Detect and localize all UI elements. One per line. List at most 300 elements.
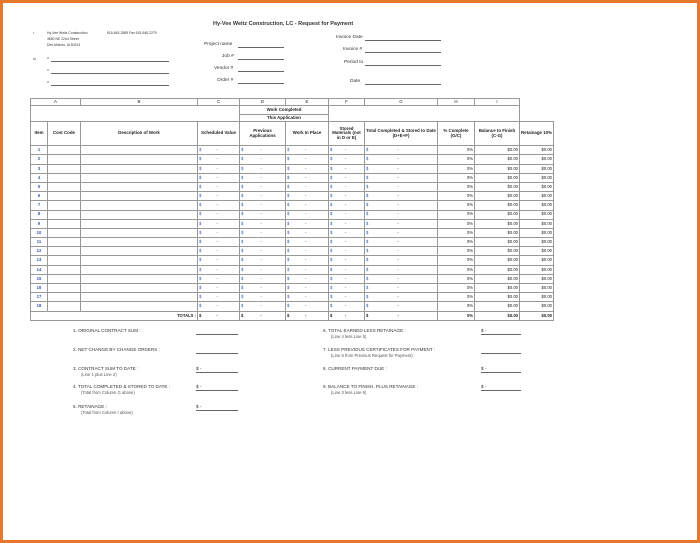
row-work-in-place[interactable]: $ - [286, 164, 329, 173]
row-work-in-place[interactable]: $ - [286, 192, 329, 201]
table-row [31, 201, 554, 210]
summary-line-9-value: $ - [481, 384, 521, 391]
row-scheduled-value[interactable]: $ - [198, 182, 240, 191]
row-cost-code[interactable] [48, 293, 81, 302]
row-previous-applications[interactable]: $ - [240, 256, 286, 265]
row-retainage: $0.00 [520, 182, 554, 191]
job-label: Job # [222, 54, 234, 59]
schedule-rows [31, 146, 554, 311]
row-percent-complete: 0% [438, 228, 475, 237]
header-cost-code: Cost Code [48, 122, 81, 146]
row-previous-applications[interactable]: $ - [240, 155, 286, 164]
order-line[interactable] [238, 83, 284, 84]
row-previous-applications[interactable]: $ - [240, 201, 286, 210]
table-row [31, 182, 554, 191]
row-total-completed[interactable]: $ - [365, 247, 438, 256]
row-work-in-place[interactable]: $ - [286, 201, 329, 210]
column-letter-e: E [286, 99, 329, 106]
summary-line-2-value[interactable] [196, 353, 238, 354]
row-previous-applications[interactable]: $ - [240, 219, 286, 228]
row-retainage: $0.00 [520, 155, 554, 164]
invoice-date-label: Invoice Date [336, 35, 363, 40]
row-balance-to-finish: $0.00 [475, 210, 520, 219]
row-scheduled-value[interactable]: $ - [198, 146, 240, 155]
row-stored-materials[interactable]: $ - [329, 155, 365, 164]
table-row [31, 164, 554, 173]
header-total-completed: Total Completed & Stored to Date (D+E+F) [365, 122, 438, 146]
row-stored-materials[interactable]: $ - [329, 210, 365, 219]
row-balance-to-finish: $0.00 [475, 182, 520, 191]
row-description[interactable] [81, 182, 198, 191]
table-row [31, 238, 554, 247]
row-stored-materials[interactable]: $ - [329, 182, 365, 191]
left-field-2-line[interactable] [51, 73, 169, 74]
row-total-completed[interactable]: $ - [365, 284, 438, 293]
period-to-line[interactable] [365, 65, 441, 66]
row-description[interactable] [81, 146, 198, 155]
row-stored-materials[interactable]: $ - [329, 219, 365, 228]
row-balance-to-finish: $0.00 [475, 247, 520, 256]
header-previous-applications: Previous Applications [240, 122, 286, 146]
table-row [31, 265, 554, 274]
row-stored-materials[interactable]: $ - [329, 293, 365, 302]
row-cost-code[interactable] [48, 173, 81, 182]
row-total-completed[interactable]: $ - [365, 228, 438, 237]
row-balance-to-finish: $0.00 [475, 192, 520, 201]
row-description[interactable] [81, 247, 198, 256]
row-total-completed[interactable]: $ - [365, 146, 438, 155]
row-retainage: $0.00 [520, 164, 554, 173]
column-header-row [31, 122, 554, 146]
row-description[interactable] [81, 293, 198, 302]
row-stored-materials[interactable]: $ - [329, 146, 365, 155]
row-balance-to-finish: $0.00 [475, 284, 520, 293]
row-item-number: 18 [31, 302, 48, 311]
totals-stored-cell: $ - [329, 311, 365, 320]
row-work-in-place[interactable]: $ - [286, 302, 329, 311]
row-description[interactable] [81, 155, 198, 164]
totals-retainage: $0.00 [520, 311, 554, 320]
table-row [31, 192, 554, 201]
row-percent-complete: 0% [438, 256, 475, 265]
row-work-in-place[interactable]: $ - [286, 173, 329, 182]
header-description: Description of Work [81, 122, 198, 146]
row-total-completed[interactable]: $ - [365, 256, 438, 265]
row-work-in-place[interactable]: $ - [286, 284, 329, 293]
work-completed-row [31, 106, 554, 115]
row-retainage: $0.00 [520, 247, 554, 256]
left-field-3-line[interactable] [51, 85, 169, 86]
row-previous-applications[interactable]: $ - [240, 274, 286, 283]
left-field-2-label: o [47, 68, 49, 72]
row-balance-to-finish: $0.00 [475, 201, 520, 210]
row-item-number: 8 [31, 210, 48, 219]
row-scheduled-value[interactable]: $ - [198, 210, 240, 219]
table-row [31, 173, 554, 182]
row-description[interactable] [81, 274, 198, 283]
summary-line-2: 2. NET CHANGE BY CHANGE ORDERS : [73, 347, 160, 352]
row-work-in-place[interactable]: $ - [286, 210, 329, 219]
row-previous-applications[interactable]: $ - [240, 192, 286, 201]
row-percent-complete: 0% [438, 182, 475, 191]
row-previous-applications[interactable]: $ - [240, 228, 286, 237]
row-balance-to-finish: $0.00 [475, 164, 520, 173]
header-retainage: Retainage 10% [520, 122, 554, 146]
invoice-number-line[interactable] [365, 52, 441, 53]
row-stored-materials[interactable]: $ - [329, 302, 365, 311]
row-work-in-place[interactable]: $ - [286, 247, 329, 256]
row-scheduled-value[interactable]: $ - [198, 201, 240, 210]
row-stored-materials[interactable]: $ - [329, 173, 365, 182]
row-retainage: $0.00 [520, 265, 554, 274]
row-previous-applications[interactable]: $ - [240, 284, 286, 293]
column-letter-d: D [240, 99, 286, 106]
row-balance-to-finish: $0.00 [475, 256, 520, 265]
summary-line-5: 5. RETAINAGE : (Total from Column I above) [73, 404, 133, 415]
row-cost-code[interactable] [48, 302, 81, 311]
row-balance-to-finish: $0.00 [475, 265, 520, 274]
left-field-3-label: o [47, 80, 49, 84]
bullet-marker: • [33, 31, 35, 35]
row-balance-to-finish: $0.00 [475, 274, 520, 283]
row-total-completed[interactable]: $ - [365, 164, 438, 173]
row-previous-applications[interactable]: $ - [240, 265, 286, 274]
row-percent-complete: 0% [438, 164, 475, 173]
row-description[interactable] [81, 192, 198, 201]
row-cost-code[interactable] [48, 201, 81, 210]
row-description[interactable] [81, 210, 198, 219]
row-description[interactable] [81, 265, 198, 274]
row-scheduled-value[interactable]: $ - [198, 274, 240, 283]
row-percent-complete: 0% [438, 173, 475, 182]
row-retainage: $0.00 [520, 192, 554, 201]
row-percent-complete: 0% [438, 274, 475, 283]
row-cost-code[interactable] [48, 265, 81, 274]
row-percent-complete: 0% [438, 284, 475, 293]
row-previous-applications[interactable]: $ - [240, 238, 286, 247]
row-work-in-place[interactable]: $ - [286, 274, 329, 283]
row-scheduled-value[interactable]: $ - [198, 219, 240, 228]
row-total-completed[interactable]: $ - [365, 155, 438, 164]
row-item-number: 4 [31, 173, 48, 182]
row-previous-applications[interactable]: $ - [240, 210, 286, 219]
row-percent-complete: 0% [438, 146, 475, 155]
row-balance-to-finish: $0.00 [475, 302, 520, 311]
row-description[interactable] [81, 219, 198, 228]
row-stored-materials[interactable]: $ - [329, 256, 365, 265]
row-percent-complete: 0% [438, 293, 475, 302]
row-previous-applications[interactable]: $ - [240, 302, 286, 311]
project-name-line[interactable] [238, 47, 284, 48]
table-row [31, 228, 554, 237]
header-scheduled-value: Scheduled Value [198, 122, 240, 146]
column-letter-h: H [438, 99, 475, 106]
row-total-completed[interactable]: $ - [365, 201, 438, 210]
row-stored-materials[interactable]: $ - [329, 274, 365, 283]
row-retainage: $0.00 [520, 146, 554, 155]
row-item-number: 2 [31, 155, 48, 164]
row-total-completed[interactable]: $ - [365, 302, 438, 311]
summary-line-6-value: $ - [481, 328, 521, 335]
totals-in-place-cell: $ - [286, 311, 329, 320]
row-cost-code[interactable] [48, 247, 81, 256]
row-total-completed[interactable]: $ - [365, 192, 438, 201]
row-scheduled-value[interactable]: $ - [198, 265, 240, 274]
summary-line-4: 4. TOTAL COMPLETED & STORED TO DATE : (Total from Column G above) [73, 384, 171, 395]
row-item-number: 17 [31, 293, 48, 302]
vendor-label: Vendor # [214, 66, 234, 71]
row-total-completed[interactable]: $ - [365, 219, 438, 228]
row-percent-complete: 0% [438, 210, 475, 219]
row-previous-applications[interactable]: $ - [240, 173, 286, 182]
row-item-number: 15 [31, 274, 48, 283]
header-balance-to-finish: Balance to Finish (C-G) [475, 122, 520, 146]
row-description[interactable] [81, 201, 198, 210]
row-balance-to-finish: $0.00 [475, 155, 520, 164]
row-description[interactable] [81, 164, 198, 173]
row-cost-code[interactable] [48, 182, 81, 191]
row-balance-to-finish: $0.00 [475, 238, 520, 247]
row-retainage: $0.00 [520, 210, 554, 219]
table-row [31, 210, 554, 219]
row-percent-complete: 0% [438, 302, 475, 311]
row-stored-materials[interactable]: $ - [329, 201, 365, 210]
summary-line-8-value: $ - [481, 366, 521, 373]
header-item: Item [31, 122, 48, 146]
row-scheduled-value[interactable]: $ - [198, 155, 240, 164]
row-stored-materials[interactable]: $ - [329, 164, 365, 173]
row-work-in-place[interactable]: $ - [286, 293, 329, 302]
row-item-number: 11 [31, 238, 48, 247]
row-work-in-place[interactable]: $ - [286, 238, 329, 247]
column-letter-g: G [365, 99, 438, 106]
company-city: Des Moines, IA 50313 [47, 43, 81, 47]
table-row [31, 219, 554, 228]
row-total-completed[interactable]: $ - [365, 210, 438, 219]
column-letter-b: B [81, 99, 198, 106]
row-retainage: $0.00 [520, 201, 554, 210]
row-scheduled-value[interactable]: $ - [198, 228, 240, 237]
summary-line-4-value: $ - [196, 384, 238, 391]
left-field-1-label: o [47, 56, 49, 60]
row-cost-code[interactable] [48, 155, 81, 164]
row-retainage: $0.00 [520, 219, 554, 228]
row-item-number: 12 [31, 247, 48, 256]
row-balance-to-finish: $0.00 [475, 219, 520, 228]
totals-row [31, 311, 554, 320]
row-balance-to-finish: $0.00 [475, 293, 520, 302]
row-previous-applications[interactable]: $ - [240, 146, 286, 155]
company-phone: 515-645-2589 Fax 515-645-2279 [107, 31, 157, 35]
project-name-label: Project name [204, 42, 233, 47]
header-stored-materials: Stored Materials (not in D or E) [329, 122, 365, 146]
summary-line-3: 3. CONTRACT SUM TO DATE : (Line 1 plus Line 2) [73, 366, 139, 377]
summary-line-8: 8. CURRENT PAYMENT DUE : [323, 366, 387, 371]
row-item-number: 16 [31, 284, 48, 293]
invoice-date-line[interactable] [365, 40, 441, 41]
row-cost-code[interactable] [48, 274, 81, 283]
row-balance-to-finish: $0.00 [475, 146, 520, 155]
row-item-number: 7 [31, 201, 48, 210]
job-line[interactable] [238, 59, 284, 60]
row-previous-applications[interactable]: $ - [240, 247, 286, 256]
row-item-number: 13 [31, 256, 48, 265]
row-previous-applications[interactable]: $ - [240, 293, 286, 302]
row-item-number: 3 [31, 164, 48, 173]
row-total-completed[interactable]: $ - [365, 238, 438, 247]
row-previous-applications[interactable]: $ - [240, 164, 286, 173]
date-label: Date [350, 79, 361, 84]
row-scheduled-value[interactable]: $ - [198, 164, 240, 173]
row-cost-code[interactable] [48, 210, 81, 219]
row-item-number: 6 [31, 192, 48, 201]
row-total-completed[interactable]: $ - [365, 293, 438, 302]
to-prefix: to [33, 57, 36, 61]
row-item-number: 1 [31, 146, 48, 155]
row-balance-to-finish: $0.00 [475, 228, 520, 237]
totals-balance: $0.00 [475, 311, 520, 320]
row-retainage: $0.00 [520, 284, 554, 293]
row-scheduled-value[interactable]: $ - [198, 284, 240, 293]
row-percent-complete: 0% [438, 238, 475, 247]
totals-label: TOTALS : [31, 311, 198, 320]
row-cost-code[interactable] [48, 192, 81, 201]
row-work-in-place[interactable]: $ - [286, 219, 329, 228]
row-retainage: $0.00 [520, 256, 554, 265]
table-row [31, 302, 554, 311]
table-row [31, 256, 554, 265]
column-letter-c: C [198, 99, 240, 106]
row-cost-code[interactable] [48, 146, 81, 155]
row-percent-complete: 0% [438, 155, 475, 164]
table-row [31, 274, 554, 283]
summary-line-9: 9. BALANCE TO FINISH, PLUS RETAINAGE : (Line 3 less Line 6) [323, 384, 418, 395]
row-percent-complete: 0% [438, 192, 475, 201]
row-scheduled-value[interactable]: $ - [198, 293, 240, 302]
header-work-in-place: Work In Place [286, 122, 329, 146]
row-retainage: $0.00 [520, 228, 554, 237]
row-previous-applications[interactable]: $ - [240, 182, 286, 191]
row-scheduled-value[interactable]: $ - [198, 173, 240, 182]
row-stored-materials[interactable]: $ - [329, 192, 365, 201]
totals-total-cell: $ - [365, 311, 438, 320]
row-item-number: 5 [31, 182, 48, 191]
row-total-completed[interactable]: $ - [365, 274, 438, 283]
summary-line-1-value[interactable] [196, 334, 238, 335]
row-description[interactable] [81, 238, 198, 247]
row-work-in-place[interactable]: $ - [286, 155, 329, 164]
summary-line-7: 7. LESS PREVIOUS CERTIFICATES FOR PAYMENT : (Line 6 from Previous Request for Payment) [323, 347, 436, 358]
work-completed-header: Work Completed [240, 106, 329, 115]
table-row [31, 146, 554, 155]
period-to-label: Period to [344, 60, 364, 65]
vendor-line[interactable] [238, 71, 284, 72]
row-scheduled-value[interactable]: $ - [198, 247, 240, 256]
row-scheduled-value[interactable]: $ - [198, 256, 240, 265]
row-scheduled-value[interactable]: $ - [198, 238, 240, 247]
summary-line-3-value: $ - [196, 366, 238, 373]
this-application-header: This Application [240, 115, 329, 122]
row-cost-code[interactable] [48, 164, 81, 173]
row-stored-materials[interactable]: $ - [329, 228, 365, 237]
summary-line-6: 6. TOTAL EARNED LESS RETAINAGE : (Line 4 less Line 5) [323, 328, 406, 339]
row-balance-to-finish: $0.00 [475, 173, 520, 182]
row-retainage: $0.00 [520, 274, 554, 283]
row-cost-code[interactable] [48, 238, 81, 247]
row-percent-complete: 0% [438, 247, 475, 256]
row-stored-materials[interactable]: $ - [329, 265, 365, 274]
row-work-in-place[interactable]: $ - [286, 256, 329, 265]
row-work-in-place[interactable]: $ - [286, 228, 329, 237]
row-total-completed[interactable]: $ - [365, 182, 438, 191]
row-cost-code[interactable] [48, 284, 81, 293]
column-letter-a: A [31, 99, 81, 106]
row-stored-materials[interactable]: $ - [329, 247, 365, 256]
left-field-1-line[interactable] [51, 61, 169, 62]
table-row [31, 247, 554, 256]
row-description[interactable] [81, 284, 198, 293]
totals-scheduled-cell: $ - [198, 311, 240, 320]
row-description[interactable] [81, 228, 198, 237]
row-item-number: 9 [31, 219, 48, 228]
row-item-number: 14 [31, 265, 48, 274]
row-percent-complete: 0% [438, 219, 475, 228]
schedule-of-values-table [30, 98, 554, 321]
column-letter-i: I [475, 99, 520, 106]
row-retainage: $0.00 [520, 173, 554, 182]
summary-line-1: 1. ORIGINAL CONTRACT SUM : [73, 328, 141, 333]
row-cost-code[interactable] [48, 219, 81, 228]
row-cost-code[interactable] [48, 256, 81, 265]
row-percent-complete: 0% [438, 265, 475, 274]
row-item-number: 10 [31, 228, 48, 237]
order-label: Order # [217, 78, 234, 83]
totals-percent: 0% [438, 311, 475, 320]
column-letter-row [31, 99, 554, 106]
row-stored-materials[interactable]: $ - [329, 284, 365, 293]
summary-line-7-value[interactable] [481, 353, 521, 354]
company-address: 3650 NE 22nd Street [47, 37, 79, 41]
row-description[interactable] [81, 256, 198, 265]
company-name: Hy-Vee Weitz Construction [47, 31, 88, 35]
row-description[interactable] [81, 173, 198, 182]
row-total-completed[interactable]: $ - [365, 173, 438, 182]
row-work-in-place[interactable]: $ - [286, 146, 329, 155]
date-line[interactable] [365, 84, 441, 85]
row-percent-complete: 0% [438, 201, 475, 210]
column-letter-f: F [329, 99, 365, 106]
row-work-in-place[interactable]: $ - [286, 265, 329, 274]
table-row [31, 293, 554, 302]
row-description[interactable] [81, 302, 198, 311]
row-work-in-place[interactable]: $ - [286, 182, 329, 191]
row-total-completed[interactable]: $ - [365, 265, 438, 274]
header-percent-complete: % Complete (G/C) [438, 122, 475, 146]
row-retainage: $0.00 [520, 293, 554, 302]
summary-line-5-value: $ - [196, 404, 238, 411]
row-scheduled-value[interactable]: $ - [198, 302, 240, 311]
row-scheduled-value[interactable]: $ - [198, 192, 240, 201]
totals-previous-cell: $ - [240, 311, 286, 320]
row-cost-code[interactable] [48, 228, 81, 237]
row-retainage: $0.00 [520, 302, 554, 311]
invoice-number-label: Invoice # [343, 47, 363, 52]
row-stored-materials[interactable]: $ - [329, 238, 365, 247]
row-retainage: $0.00 [520, 238, 554, 247]
document-title: Hy-Vee Weitz Construction, LC - Request for Payment [213, 21, 354, 27]
table-row [31, 155, 554, 164]
table-row [31, 284, 554, 293]
